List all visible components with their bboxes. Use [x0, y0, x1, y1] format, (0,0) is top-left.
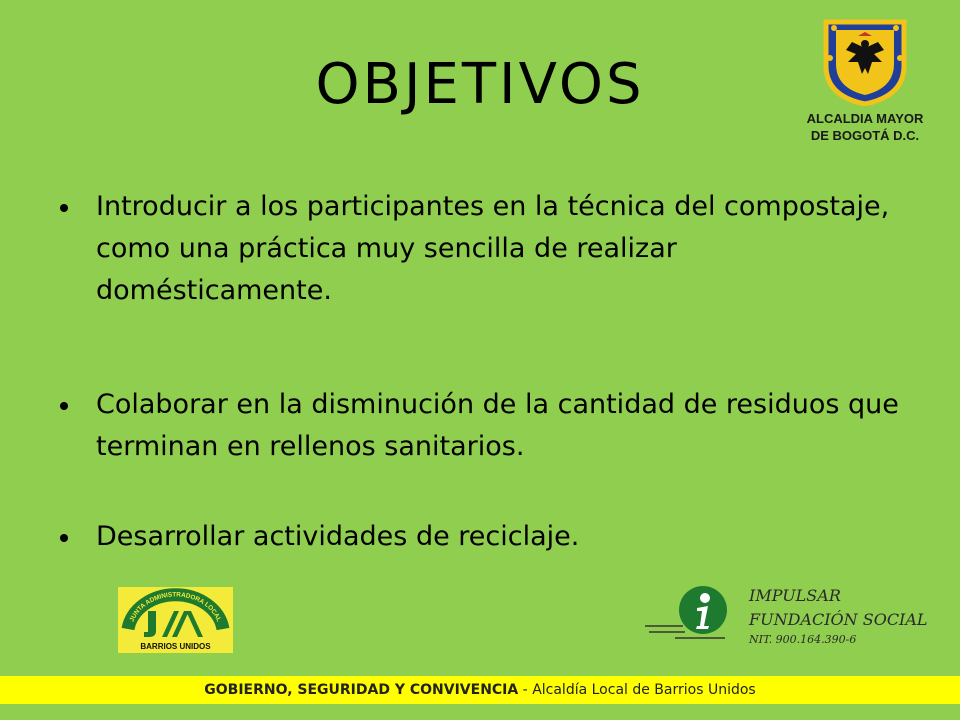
slide-title: OBJETIVOS: [315, 52, 645, 117]
jal-logo: [118, 587, 233, 653]
objective-item: [56, 516, 906, 558]
objective-item: [56, 186, 906, 312]
jal-arc-text: JUNTA ADMINISTRADORA LOCAL: [128, 591, 223, 623]
impulsar-logo: [645, 580, 945, 660]
impulsar-nit: NIT. 900.164.390-6: [749, 633, 857, 646]
footer-locality: Alcaldía Local de Barrios Unidos: [532, 682, 756, 698]
bullet-dot-icon: [60, 534, 68, 542]
objective-text: Desarrollar actividades de reciclaje.: [96, 521, 580, 552]
objective-item: [56, 384, 906, 468]
footer-department: GOBIERNO, SEGURIDAD Y CONVIVENCIA: [204, 682, 519, 698]
bogota-coat-of-arms-icon: [822, 18, 908, 106]
objectives-list: [56, 186, 906, 558]
jal-bottom-text: BARRIOS UNIDOS: [140, 642, 211, 651]
impulsar-name-line2: FUNDACIÓN SOCIAL: [749, 610, 928, 629]
footer-bar: [0, 676, 960, 704]
alcaldia-name-line1: ALCALDIA MAYOR: [806, 111, 924, 126]
alcaldia-logo: [790, 18, 940, 158]
bullet-dot-icon: [60, 402, 68, 410]
info-i-icon: [645, 580, 745, 650]
objective-text: Introducir a los participantes en la técnica del compostaje, como una práctica muy sencilla de realizar domésticamente.: [96, 191, 890, 306]
bullet-dot-icon: [60, 204, 68, 212]
alcaldia-name-line2: DE BOGOTÁ D.C.: [810, 128, 920, 143]
objective-text: Colaborar en la disminución de la cantidad de residuos que terminan en rellenos sanitarios.: [96, 389, 899, 462]
impulsar-name-line1: IMPULSAR: [749, 586, 841, 605]
footer-separator: -: [518, 682, 533, 698]
